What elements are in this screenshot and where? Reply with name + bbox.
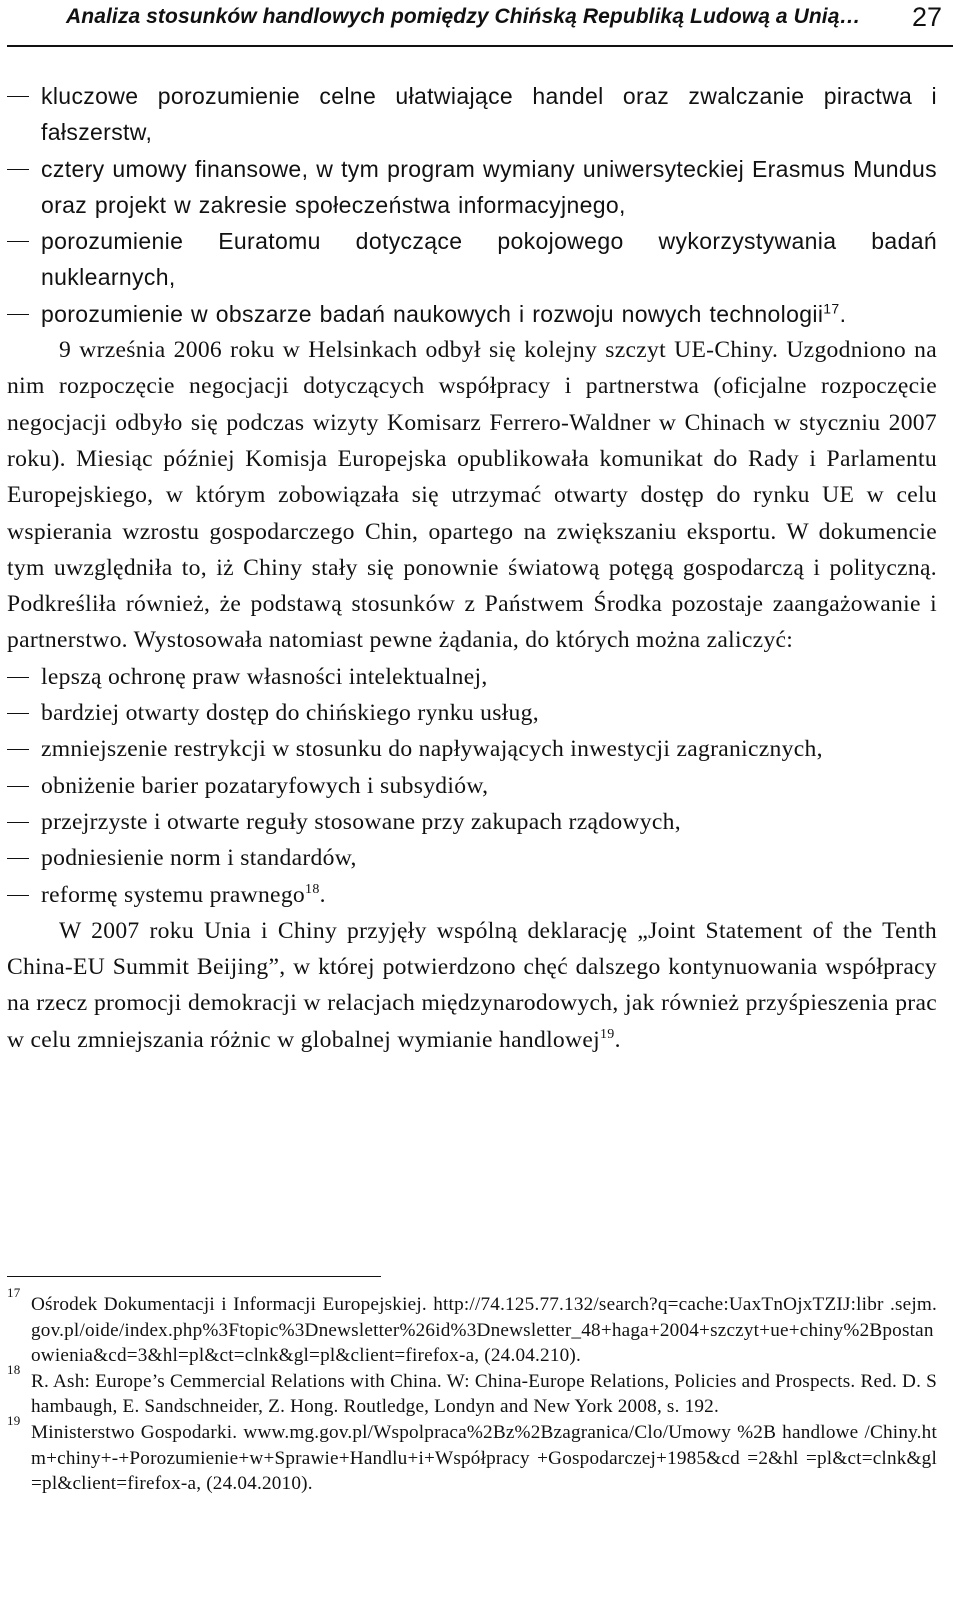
running-header bbox=[0, 0, 960, 48]
list-item: porozumienie Euratomu dotyczące pokojowego wykorzystywania badań nuklearnych, bbox=[7, 223, 937, 296]
list-item: lepszą ochronę praw własności intelektualnej, bbox=[7, 659, 937, 695]
dash-bullet bbox=[7, 713, 29, 714]
footnote-ref: 17 bbox=[823, 300, 840, 317]
page-body bbox=[7, 78, 937, 1058]
footnote-number: 19 bbox=[7, 1412, 21, 1428]
dash-bullet bbox=[7, 749, 29, 750]
dash-bullet bbox=[7, 822, 29, 823]
page-number: 27 bbox=[911, 2, 942, 32]
list-item: cztery umowy finansowe, w tym program wymiany uniwersyteckiej Erasmus Mundus oraz projekt w zakresie społeczeństwa informacyjnego, bbox=[7, 151, 937, 224]
dash-bullet bbox=[7, 895, 29, 896]
dash-bullet bbox=[7, 96, 29, 97]
demands-list bbox=[7, 659, 937, 913]
footnote: 18 R. Ash: Europe’s Cemmercial Relations with China. W: China-Europe Relations, Policies and Prospects. Red. D. Shambaugh, E. Sandschneider, Z. Hong. Routledge, Londyn and New York 2008, s. 192. bbox=[7, 1361, 937, 1418]
footnote: 19 Ministerstwo Gospodarki. www.mg.gov.pl/Wspolpraca%2Bz%2Bzagranica/Clo/Umowy %2B handlowe /Chiny.htm+chiny+-+Porozumienie+w+Sprawie+Handlu+i+Współpracy +Gospodarczej+1985&cd =2&hl =pl&ct=clnk&gl=pl&client=firefox-a, (24.04.2010). bbox=[7, 1412, 937, 1495]
list-item: obniżenie barier pozataryfowych i subsydiów, bbox=[7, 768, 937, 804]
dash-bullet bbox=[7, 241, 29, 242]
list-item: zmniejszenie restrykcji w stosunku do napływających inwestycji zagranicznych, bbox=[7, 731, 937, 767]
list-item: reformę systemu prawnego$^{18}$. bbox=[7, 877, 937, 913]
dash-bullet bbox=[7, 169, 29, 170]
footnote-number: 17 bbox=[7, 1285, 21, 1300]
footnote-number: 18 bbox=[7, 1361, 21, 1377]
footnote-ref: 19 bbox=[599, 1026, 615, 1042]
footnote-ref: 18 bbox=[305, 881, 320, 897]
dash-bullet bbox=[7, 677, 29, 678]
dash-bullet bbox=[7, 786, 29, 787]
footnotes bbox=[7, 1285, 937, 1497]
footnote-separator bbox=[7, 1276, 381, 1277]
list-item: podniesienie norm i standardów, bbox=[7, 840, 937, 876]
header-rule bbox=[7, 45, 953, 47]
agreements-list bbox=[7, 78, 937, 332]
paragraph-summit-2006: 9 września 2006 roku w Helsinkach odbył się kolejny szczyt UE-Chiny. Uzgodniono na nim rozpoczęcie negocjacji dotyczących współpracy i partnerstwa (oficjalne rozpoczęcie negocjacji odbyło się podczas wizyty Komisarz Ferrero-Waldner w Chinach w styczniu 2007 roku). Miesiąc później Komisja Europejska opublikowała komunikat do Rady i Parlamentu Europejskiego, w którym zobowiązała się utrzymać otwarty dostęp do rynku UE w celu wspierania wzrostu gospodarczego Chin, opartego na zwiększaniu eksportu. W dokumencie tym uwzględniła to, iż Chiny stały się ponownie światową potęgą gospodarczą i polityczną. Podkreśliła również, że podstawą stosunków z Państwem Środka pozostaje zaangażowanie i partnerstwo. Wystosowała natomiast pewne żądania, do których można zaliczyć: bbox=[7, 337, 937, 654]
list-item: bardziej otwarty dostęp do chińskiego rynku usług, bbox=[7, 695, 937, 731]
list-item: porozumienie w obszarze badań naukowych i rozwoju nowych technologii$^{17}$. bbox=[7, 296, 937, 332]
dash-bullet bbox=[7, 314, 29, 315]
paragraph-declaration-2007: W 2007 roku Unia i Chiny przyjęły wspólną deklarację „Joint Statement of the Tenth China-EU Summit Beijing”, w której potwierdzono chęć dalszego kontynuowania współpracy na rzecz promocji demokracji w relacjach międzynarodowych, jak również przyśpieszenia prac w celu zmniejszania różnic w globalnej wymianie handlowej$^{19}$. bbox=[7, 917, 937, 1053]
running-header-title: Analiza stosunków handlowych pomiędzy Chińską Republiką Ludową a Unią… bbox=[66, 5, 861, 28]
list-item: przejrzyste i otwarte reguły stosowane przy zakupach rządowych, bbox=[7, 804, 937, 840]
list-item: kluczowe porozumienie celne ułatwiające handel oraz zwalczanie piractwa i fałszerstw, bbox=[7, 78, 937, 151]
dash-bullet bbox=[7, 858, 29, 859]
footnote: 17 Ośrodek Dokumentacji i Informacji Europejskiej. http://74.125.77.132/search?q=cache:UaxTnOjxTZIJ:libr .sejm.gov.pl/oide/index.php%3Ftopic%3Dnewsletter%26id%3Dnewsletter_48+haga+2004+szczyt+ue+chiny%2Bpostanowienia&cd=3&hl=pl&ct=clnk&gl=pl&client=firefox-a, (24.04.210). bbox=[7, 1285, 937, 1367]
